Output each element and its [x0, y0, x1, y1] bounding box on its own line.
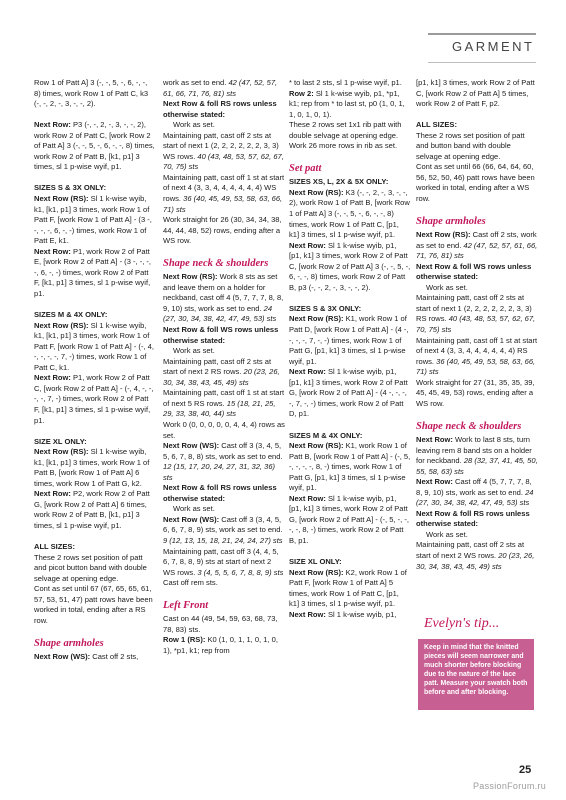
paragraph: Next Row: P1, work Row 2 of Patt E, [work Row 2 of Patt A] - (3 -, -, -, -, 6, -, -) times, work Row 2 of Patt F, [k1, p1] 3 times, sl 1 p-wise wyif, p1. [34, 246, 152, 298]
text-column-2 [163, 78, 285, 667]
paragraph: Maintaining patt, cast off 2 sts at start of next 1 (2, 2, 2, 2, 2, 2, 3, 3) RS rows. 40 (43, 48, 53, 57, 62, 67, 70, 75) sts [416, 293, 536, 335]
header-rule-top [428, 33, 536, 35]
section-heading: Shape armholes [34, 637, 104, 649]
paragraph: Next Row (RS): K1, work Row 1 of Patt B, [work Row 1 of Patt A] - (-, 5, -, -, -, -, 8, -) times, work Row 1 of Patt G, [p1, k1] 3 times, sl 1 p-wise wyif, p1. [289, 441, 411, 493]
text-column-3 [289, 78, 411, 631]
paragraph: Cont as set until 67 (67, 65, 65, 61, 57, 53, 51, 47) patt rows have been worked in total, ending after a RS row. [34, 584, 153, 625]
paragraph: Next Row: Work to last 8 sts, turn leaving rem 8 band sts on a holder for neckband. 28 (32, 37, 41, 45, 50, 55, 58, 63) sts [416, 434, 538, 476]
paragraph: Work as set. [173, 504, 215, 514]
section-heading: Shape neck & shoulders [416, 420, 522, 432]
paragraph: Next Row (RS): Work 8 sts as set and leave them on a holder for neckband, cast off 4 (5, 7, 7, 7, 8, 8, 9, 10) sts, work as set to end. 24 (27, 30, 34, 38, 42, 47, 49, 53) sts [163, 272, 284, 324]
section-header-title: GARMENT [452, 39, 535, 54]
paragraph: Work as set. [173, 120, 215, 130]
paragraph: Work 26 more rows in rib as set. [289, 141, 398, 151]
paragraph: Maintaining patt, cast off 1 st at start of next 4 (3, 3, 4, 4, 4, 4, 4, 4) RS rows. 36 (40, 45, 49, 53, 58, 63, 66, 71) sts [416, 335, 538, 377]
paragraph: Work straight for 26 (30, 34, 34, 38, 44, 44, 48, 52) rows, ending after a WS row. [163, 215, 282, 246]
paragraph: Maintaining patt, cast off 2 sts at start of next 1 (2, 2, 2, 2, 2, 2, 3, 3) WS rows. 40 (43, 48, 53, 57, 62, 67, 70, 75) sts [163, 130, 284, 172]
paragraph: Next Row (RS): Sl 1 k-wise wyib, k1, [k1, p1] 3 times, work Row 1 of Patt F, [work Row 1 of Patt A] - (3 -, -, -, -, 6, -, -) times, work Row 1 of Patt E, k1. [34, 194, 152, 246]
paragraph: Next Row (RS): K1, work Row 1 of Patt D, [work Row 1 of Patt A] - (4 -, -, -, -, 7, -, -) times, work Row 1 of Patt G, [p1, k1] 3 times, sl 1 p-wise wyif, p1. [289, 314, 409, 366]
tip-title: Evelyn's tip... [424, 616, 500, 631]
paragraph: Maintaining patt, cast off 3 (4, 4, 5, 6, 7, 8, 8, 9) sts at start of next 2 WS rows. 3 (4, 5, 5, 6, 7, 8, 8, 9) sts [163, 546, 284, 577]
tip-box [418, 639, 534, 710]
paragraph: Next Row: Cast off 4 (5, 7, 7, 7, 8, 8, 9, 10) sts, work as set to end. 24 (27, 30, 34, 38, 42, 47, 49, 53) sts [416, 477, 534, 508]
paragraph: Next Row: Sl 1 k-wise wyib, p1, [p1, k1] 3 times, work Row 2 of Patt G, [work Row 2 of Patt A] - (-, 5, -, -, -, -, 8, -) times, work Row 2 of Patt B, p1. [289, 493, 409, 545]
paragraph: These 2 rows set position of patt and picot button band with double selvage at opening edge. [34, 552, 147, 583]
paragraph: work as set to end. 42 (47, 52, 57, 61, 66, 71, 76, 81) sts [163, 78, 278, 98]
paragraph: Next Row & foll WS rows unless otherwise stated: [416, 261, 532, 282]
section-heading: Shape neck & shoulders [163, 258, 269, 270]
paragraph: Row 2: Sl 1 k-wise wyib, p1, *p1, k1; rep from * to last st, p0 (1, 0, 1, 1, 0, 1, 0, 1). [289, 88, 405, 119]
paragraph: Next Row (RS): K2, work Row 1 of Patt F, [work Row 1 of Patt A] 5 times, work Row 1 of Patt C, [p1, k1] 3 times, sl 1 p-wise wyif, p1. [289, 567, 407, 609]
paragraph: Next Row & foll WS rows unless otherwise stated: [163, 325, 279, 345]
paragraph: Work as set. [426, 282, 468, 292]
text-column-4 [416, 78, 538, 572]
size-heading: SIZES M & 4X ONLY: [289, 430, 363, 440]
paragraph: Maintaining patt, cast off 1 st at start of next 5 RS rows. 15 (18, 21, 25, 29, 33, 38, 40, 44) sts [163, 388, 285, 419]
size-heading: ALL SIZES: [416, 120, 457, 130]
paragraph: Work straight for 27 (31, 35, 35, 39, 45, 45, 49, 53) rows, ending after a WS row. [416, 377, 535, 408]
paragraph: * to last 2 sts, sl 1 p-wise wyif, p1. [289, 78, 402, 87]
paragraph: Work as set. [173, 346, 215, 356]
paragraph: Maintaining patt, cast off 2 sts at start of next 2 WS rows. 20 (23, 26, 30, 34, 38, 43, 45, 49) sts [416, 540, 535, 571]
paragraph: Next Row & foll RS rows unless otherwise stated: [163, 99, 277, 119]
paragraph: Next Row: P2, work Row 2 of Patt G, [work Row 2 of Patt A] 6 times, work Row 2 of Patt B, [k1, p1] 3 times, sl 1 p-wise wyif, p1. [34, 489, 150, 530]
paragraph: Work as set. [426, 529, 468, 539]
size-heading: SIZES S & 3X ONLY: [289, 303, 362, 313]
paragraph: Next Row & foll RS rows unless otherwise stated: [416, 508, 530, 529]
size-heading: SIZES XS, L, 2X & 5X ONLY: [289, 177, 389, 187]
paragraph: Next Row (WS): Cast off 3 (3, 4, 5, 5, 6, 7, 8, 8) sts, work as set to end. 12 (15, 17, 20, 24, 27, 31, 32, 36) sts [163, 441, 283, 482]
paragraph: Maintaining patt, cast off 2 sts at start of next 2 RS rows. 20 (23, 26, 30, 34, 38, 43, 45, 49) sts [163, 356, 280, 387]
paragraph: Next Row (RS): K3 (-, -, 2, -, 3, -, -, 2), work Row 1 of Patt B, [work Row 1 of Patt A] 3 (-, -, 5, -, 6, -, -, 8) times, work Row 1 of Patt C, [p1, k1] 3 times, sl 1 p-wise wyif, p1. [289, 187, 410, 240]
tip-text: Keep in mind that the knitted pieces will seem narrower and much shorter before blocking due to the nature of the lace patt. Measure your swatch both before and after blocking. [424, 644, 528, 696]
page-number: 25 [519, 764, 532, 776]
section-heading: Shape armholes [416, 216, 486, 228]
size-heading: SIZE XL ONLY: [34, 436, 87, 446]
paragraph: Cast off rem sts. [163, 578, 218, 588]
paragraph: These 2 rows set 1x1 rib patt with double selvage at opening edge. [289, 120, 402, 140]
size-heading: SIZE XL ONLY: [289, 557, 342, 567]
paragraph: Next Row: Sl 1 k-wise wyib, p1, [289, 609, 397, 619]
paragraph: These 2 rows set position of patt and button band with double selvage at opening edge. [416, 130, 525, 161]
section-heading: Set patt [289, 163, 322, 175]
size-heading: ALL SIZES: [34, 542, 75, 552]
size-heading: SIZES S & 3X ONLY: [34, 183, 107, 193]
paragraph: Cont as set until 66 (66, 64, 64, 60, 56, 52, 50, 46) patt rows have been worked in total, ending after a WS row. [416, 162, 535, 204]
paragraph: Next Row (WS): Cast off 2 sts, [34, 651, 139, 661]
paragraph: Next Row: Sl 1 k-wise wyib, p1, [p1, k1] 3 times, work Row 2 of Patt G, [work Row 2 of Patt A] - (4 -, -, -, -, 7, -, -) times, work Row 2 of Patt D, p1. [289, 367, 408, 419]
section-heading: Left Front [163, 600, 209, 612]
paragraph: Cast on 44 (49, 54, 59, 63, 68, 73, 78, 83) sts. [163, 614, 278, 634]
paragraph: Next Row: Sl 1 k-wise wyib, p1, [p1, k1] 3 times, work Row 2 of Patt C, [work Row 2 of Patt A] 3 (-, -, 5, -, 6, -, -, 8) times, work Row 2 of Patt B, p3 (-, -, 2, -, 3, -, -, 2). [289, 240, 411, 292]
paragraph: Next Row (RS): Sl 1 k-wise wyib, k1, [k1, p1] 3 times, work Row 1 of Patt F, [work Row 1 of Patt A] - (-, 4, -, -, -, -, 7, -) times, work Row 1 of Patt C, k1. [34, 320, 154, 372]
paragraph: Next Row: P1, work Row 2 of Patt C, [work Row 2 of Patt A] - (-, 4, -, -, -, -, 7, -) times, work Row 2 of Patt F, [k1, p1] 3 times, sl 1 p-wise wyif, p1. [34, 373, 154, 425]
paragraph: Next Row (RS): Sl 1 k-wise wyib, k1, [k1, p1] 3 times, work Row 1 of Patt B, [work Row 1 of Patt A] 6 times, work Row 1 of Patt G, k2. [34, 447, 150, 488]
paragraph: Next Row & foll RS rows unless otherwise stated: [163, 483, 277, 503]
text-column-1 [34, 78, 156, 673]
paragraph: Maintaining patt, cast off 1 st at start of next 4 (3, 3, 4, 4, 4, 4, 4, 4) WS rows. 36 (40, 45, 49, 53, 58, 63, 66, 71) sts [163, 172, 285, 214]
paragraph: Row 1 of Patt A] 3 (-, -, 5, -, 6, -, -, 8) times, work Row 1 of Patt C, k3 (-, -, 2, -, 3, -, -, 2). [34, 78, 149, 109]
paragraph: Work 0 (0, 0, 0, 0, 0, 4, 4, 4) rows as set. [163, 419, 285, 440]
paragraph: Next Row (WS): Cast off 3 (3, 4, 5, 6, 6, 7, 8, 9) sts, work as set to end. 9 (12, 13, 15, 18, 21, 24, 24, 27) sts [163, 514, 283, 545]
watermark: PassionForum.ru [473, 781, 547, 791]
paragraph: Row 1 (RS): K0 (1, 0, 1, 1, 0, 1, 0, 1), *p1, k1; rep from [163, 635, 278, 655]
paragraph: Next Row (RS): Cast off 2 sts, work as set to end. 42 (47, 52, 57, 61, 66, 71, 76, 81) sts [416, 230, 538, 261]
size-heading: SIZES M & 4X ONLY: [34, 310, 108, 320]
header-rule-bottom [428, 62, 536, 63]
paragraph: Next Row: P3 (-, -, 2, -, 3, -, -, 2), work Row 2 of Patt C, [work Row 2 of Patt A] 3 (-, -, 5, -, 6, -, -, 8) times, work Row 2 of Patt B, [k1, p1] 3 times, sl 1 p-wise wyif, p1. [34, 120, 155, 172]
paragraph: [p1, k1] 3 times, work Row 2 of Patt C, [work Row 2 of Patt A] 5 times, work Row 2 of Patt F, p2. [416, 78, 535, 109]
